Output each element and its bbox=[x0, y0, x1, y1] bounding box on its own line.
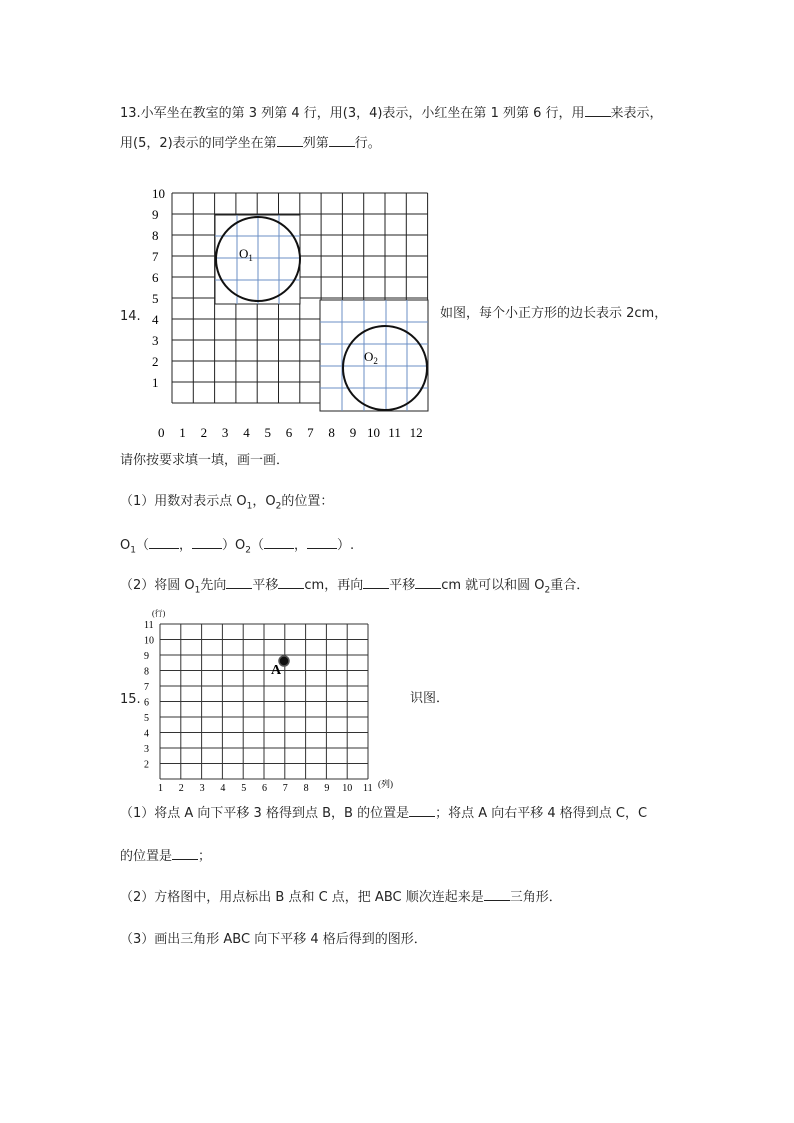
x-tick-label: 8 bbox=[328, 425, 335, 440]
q15-sub1-c: 的位置是 bbox=[120, 849, 173, 864]
distance2-blank[interactable] bbox=[415, 576, 441, 589]
x-tick-label: 9 bbox=[349, 425, 357, 440]
q14-requirement: 请你按要求填一填，画一画． bbox=[120, 453, 290, 468]
y-tick-label: 10 bbox=[144, 635, 154, 647]
distance1-blank[interactable] bbox=[278, 576, 304, 589]
y-tick-label: 1 bbox=[152, 375, 159, 390]
q14-sub2-e: 平移 bbox=[389, 578, 416, 593]
q15-sub2 bbox=[120, 888, 562, 907]
q14-sub1-text: （1）用数对表示点 O bbox=[120, 494, 247, 509]
q15-sub1-b: ；将点 A 向右平移 4 格得到点 C，C bbox=[435, 806, 648, 821]
q15-x-axis-title: (列) bbox=[378, 779, 393, 789]
o2-y-blank[interactable] bbox=[307, 536, 337, 549]
x-tick-label: 4 bbox=[243, 425, 250, 440]
y-tick-label: 7 bbox=[144, 682, 149, 693]
q14-sub2-sub2: 2 bbox=[544, 585, 551, 596]
o1-y-blank[interactable] bbox=[192, 536, 222, 549]
y-tick-label: 2 bbox=[152, 354, 159, 369]
o2-x-blank[interactable] bbox=[264, 536, 294, 549]
q15-grid-figure bbox=[140, 606, 400, 794]
ans-o1-sub: 1 bbox=[130, 545, 136, 556]
b-position-blank[interactable] bbox=[409, 804, 435, 817]
ans-o1-close: ）O bbox=[222, 538, 246, 553]
x-tick-label: 2 bbox=[178, 783, 184, 794]
y-tick-label: 9 bbox=[152, 207, 159, 222]
x-tick-label: 1 bbox=[179, 425, 186, 440]
q14-sub2-g: 重合． bbox=[550, 578, 590, 593]
q14-sub2-f: cm 就可以和圆 O bbox=[441, 578, 545, 593]
direction2-blank[interactable] bbox=[363, 576, 389, 589]
x-tick-label: 6 bbox=[262, 783, 267, 794]
y-tick-label: 5 bbox=[144, 713, 149, 724]
q13-blank2[interactable] bbox=[277, 134, 303, 147]
q14-sub2-a: （2）将圆 O bbox=[120, 578, 195, 593]
q15-sub2-a: （2）方格图中，用点标出 B 点和 C 点，把 ABC 顺次连起来是 bbox=[120, 890, 484, 905]
q14-sub1-sub2: 2 bbox=[275, 501, 282, 512]
q13-text2b: 列第 bbox=[302, 136, 329, 151]
x-tick-label: 2 bbox=[200, 425, 208, 440]
y-tick-label: 4 bbox=[152, 312, 159, 327]
q15-sub1-line2 bbox=[120, 847, 211, 866]
q14-side-text: 如图，每个小正方形的边长表示 2cm， bbox=[440, 306, 668, 321]
q15-sub2-b: 三角形． bbox=[509, 890, 562, 905]
q13-text1-end: 来表示， bbox=[610, 106, 663, 121]
y-tick-label: 8 bbox=[144, 666, 149, 678]
y-tick-label: 8 bbox=[152, 228, 159, 243]
y-tick-label: 2 bbox=[144, 759, 149, 771]
point-a-label: A bbox=[271, 663, 282, 678]
y-tick-label: 11 bbox=[144, 620, 154, 631]
q13-line2 bbox=[120, 134, 381, 153]
q15-sub1-line1 bbox=[120, 804, 647, 823]
x-tick-label: 9 bbox=[324, 783, 330, 794]
ans-o2-sub: 2 bbox=[245, 545, 251, 556]
x-tick-label: 11 bbox=[363, 783, 373, 794]
q15-sub1-d: ； bbox=[198, 849, 212, 864]
x-tick-label: 3 bbox=[221, 425, 229, 440]
y-tick-label: 6 bbox=[144, 697, 149, 709]
q13-blank1[interactable] bbox=[585, 104, 611, 117]
ans-o1-open: （ bbox=[135, 538, 149, 553]
q15-y-axis-labels bbox=[144, 620, 154, 771]
q14-number: 14. bbox=[120, 309, 141, 324]
c-position-blank[interactable] bbox=[172, 847, 198, 860]
q14-sub2-b: 先向 bbox=[200, 578, 227, 593]
ans-comma2: ， bbox=[293, 538, 307, 553]
ans-comma1: ， bbox=[178, 538, 192, 553]
q14-sub1-mid: ，O bbox=[252, 494, 276, 509]
circle-o2-label: $O_2$ bbox=[364, 349, 378, 366]
q14-sub2 bbox=[120, 576, 589, 600]
circle2-box bbox=[320, 300, 428, 411]
x-tick-label: 7 bbox=[282, 783, 288, 794]
q14-sub2-d: cm，再向 bbox=[304, 578, 364, 593]
q14-grid-figure bbox=[136, 188, 456, 438]
q15-x-axis-labels bbox=[158, 783, 373, 794]
y-tick-label: 3 bbox=[152, 333, 159, 348]
y-tick-label: 5 bbox=[152, 291, 159, 306]
q13-text2a: 用(5，2)表示的同学坐在第 bbox=[120, 136, 277, 151]
q14-sub2-sub1: 1 bbox=[194, 585, 201, 596]
ans-o2-open: （ bbox=[250, 538, 264, 553]
ans-o2-close: ）. bbox=[337, 538, 355, 553]
x-tick-label: 0 bbox=[158, 425, 165, 440]
x-tick-label: 10 bbox=[367, 425, 380, 440]
y-tick-label: 3 bbox=[144, 744, 149, 755]
x-tick-label: 12 bbox=[409, 425, 423, 440]
q14-sub1-end: 的位置： bbox=[281, 494, 334, 509]
x-tick-label: 11 bbox=[388, 425, 401, 440]
x-tick-label: 8 bbox=[303, 783, 309, 794]
x-tick-label: 3 bbox=[199, 783, 205, 794]
x-tick-label: 10 bbox=[342, 783, 353, 794]
circle-o1-label: $O_1$ bbox=[239, 246, 253, 263]
ans-o1: O bbox=[120, 538, 131, 553]
q15-number: 15. bbox=[120, 692, 141, 707]
q14-x-axis-labels bbox=[158, 425, 423, 440]
q13-text1: 13.小军坐在教室的第 3 列第 4 行，用(3，4)表示，小红坐在第 1 列第 6 行，用 bbox=[120, 106, 585, 121]
q15-y-axis-title: (行) bbox=[152, 609, 166, 618]
triangle-type-blank[interactable] bbox=[484, 888, 510, 901]
x-tick-label: 5 bbox=[264, 425, 271, 440]
direction1-blank[interactable] bbox=[226, 576, 252, 589]
y-tick-label: 4 bbox=[144, 728, 149, 740]
y-tick-label: 10 bbox=[152, 186, 165, 201]
x-tick-label: 1 bbox=[158, 783, 163, 794]
x-tick-label: 7 bbox=[307, 425, 314, 440]
x-tick-label: 6 bbox=[285, 425, 293, 440]
q14-y-axis-labels bbox=[152, 186, 165, 390]
x-tick-label: 4 bbox=[220, 783, 226, 794]
q13-blank3[interactable] bbox=[329, 134, 355, 147]
q14-answers bbox=[120, 536, 354, 560]
y-tick-label: 7 bbox=[152, 249, 159, 264]
q15-sub1-a: （1）将点 A 向下平移 3 格得到点 B，B 的位置是 bbox=[120, 806, 410, 821]
q15-sub3: （3）画出三角形 ABC 向下平移 4 格后得到的图形． bbox=[120, 932, 427, 947]
q14-sub1-sub1: 1 bbox=[246, 501, 253, 512]
o1-x-blank[interactable] bbox=[149, 536, 179, 549]
circle1-box bbox=[215, 215, 300, 304]
y-tick-label: 9 bbox=[144, 651, 149, 662]
q13-text2c: 行。 bbox=[354, 136, 381, 151]
q15-side-text: 识图． bbox=[410, 691, 450, 706]
y-tick-label: 6 bbox=[152, 270, 159, 285]
q13-line1 bbox=[120, 104, 663, 123]
q14-sub1 bbox=[120, 493, 333, 516]
x-tick-label: 5 bbox=[241, 783, 247, 794]
q15-grid bbox=[160, 624, 368, 779]
q14-sub2-c: 平移 bbox=[252, 578, 279, 593]
